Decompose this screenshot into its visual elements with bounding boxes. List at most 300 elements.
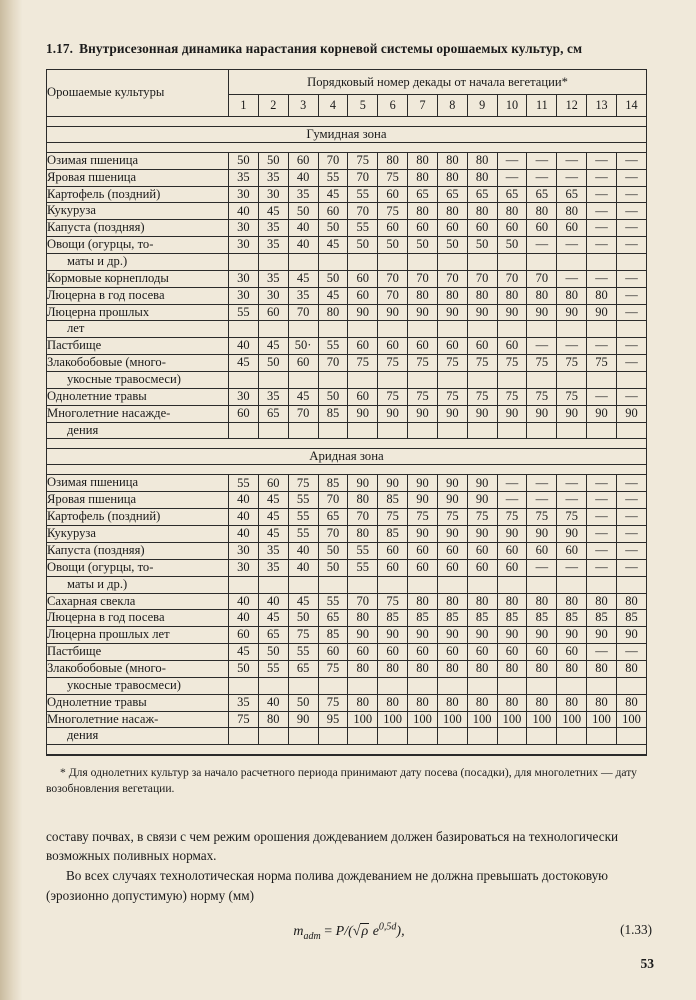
zone-title: Гумидная зона (47, 126, 647, 142)
table-row (47, 203, 647, 220)
cell-value: 45 (258, 492, 288, 509)
cell-value (557, 372, 587, 389)
cell-value: 65 (318, 610, 348, 627)
cell-value: 45 (258, 338, 288, 355)
cell-value: 100 (378, 711, 408, 728)
cell-value (616, 728, 646, 745)
radical-sign: √ (352, 924, 361, 940)
cell-value: — (616, 304, 646, 321)
cell-value (497, 422, 527, 439)
cell-value: 75 (288, 475, 318, 492)
cell-value: 80 (408, 593, 438, 610)
cell-value (557, 728, 587, 745)
cell-value: — (616, 559, 646, 576)
cell-value: 60 (527, 220, 557, 237)
cell-value: 90 (616, 405, 646, 422)
cell-value (378, 728, 408, 745)
cell-value: 60 (408, 220, 438, 237)
cell-value: — (616, 542, 646, 559)
cell-value: 90 (497, 526, 527, 543)
cell-value: — (527, 237, 557, 254)
cell-value (587, 372, 617, 389)
cell-value: 80 (467, 593, 497, 610)
cell-value (288, 321, 318, 338)
cell-value: 40 (288, 559, 318, 576)
cell-value (497, 728, 527, 745)
cell-value: 45 (318, 237, 348, 254)
cell-value: 80 (348, 492, 378, 509)
formula-radical-body: ρ (361, 924, 369, 940)
cell-value: 75 (378, 169, 408, 186)
table-spacer-row (47, 142, 647, 152)
cell-value: 60 (348, 338, 378, 355)
cell-value (616, 422, 646, 439)
cell-value: 95 (318, 711, 348, 728)
cell-value (408, 728, 438, 745)
cell-value (258, 576, 288, 593)
table-row (47, 270, 647, 287)
row-label: Овощи (огурцы, то- (47, 237, 229, 254)
cell-value: 45 (288, 270, 318, 287)
table-row (47, 186, 647, 203)
cell-value: 75 (437, 509, 467, 526)
cell-value: 80 (378, 694, 408, 711)
cell-value: 60 (378, 644, 408, 661)
cell-value (437, 422, 467, 439)
cell-value: 90 (348, 475, 378, 492)
cell-value (348, 372, 378, 389)
cell-value: 50 (497, 237, 527, 254)
cell-value: — (616, 644, 646, 661)
cell-value: 85 (318, 627, 348, 644)
cell-value (229, 576, 259, 593)
cell-value: 75 (408, 355, 438, 372)
cell-value: — (557, 152, 587, 169)
cell-value: 90 (437, 475, 467, 492)
cell-value (258, 728, 288, 745)
formula-lhs-sub: adm (303, 931, 321, 943)
cell-value: 55 (288, 492, 318, 509)
cell-value: — (527, 169, 557, 186)
cell-value: — (587, 492, 617, 509)
cell-value: 60 (497, 542, 527, 559)
cell-value: 40 (288, 237, 318, 254)
cell-value: — (497, 169, 527, 186)
cell-value: 35 (229, 694, 259, 711)
cell-value: — (587, 644, 617, 661)
cell-value: 60 (288, 355, 318, 372)
cell-value: 80 (527, 694, 557, 711)
cell-value: 70 (527, 270, 557, 287)
cell-value: 75 (318, 660, 348, 677)
table-spacer-row (47, 465, 647, 475)
cell-value: 90 (467, 475, 497, 492)
cell-value: 80 (318, 304, 348, 321)
cell-value: 80 (437, 694, 467, 711)
cell-value: 70 (378, 287, 408, 304)
cell-value (348, 422, 378, 439)
header-decade-12: 12 (557, 95, 587, 116)
cell-value: 30 (229, 237, 259, 254)
cell-value (467, 372, 497, 389)
cell-value: 45 (288, 593, 318, 610)
cell-value: — (587, 270, 617, 287)
cell-value (527, 254, 557, 271)
cell-value: 65 (408, 186, 438, 203)
cell-value: 100 (527, 711, 557, 728)
cell-value: 70 (437, 270, 467, 287)
row-label: дения (47, 422, 229, 439)
cell-value: 45 (229, 355, 259, 372)
cell-value: 75 (437, 355, 467, 372)
cell-value: — (587, 338, 617, 355)
cell-value: 80 (527, 593, 557, 610)
header-decade-13: 13 (587, 95, 617, 116)
cell-value: 40 (229, 593, 259, 610)
table-row (47, 321, 647, 338)
table-row (47, 405, 647, 422)
row-label: Капуста (поздняя) (47, 220, 229, 237)
header-decade-8: 8 (437, 95, 467, 116)
table-row (47, 422, 647, 439)
cell-value: 90 (497, 405, 527, 422)
header-decade-2: 2 (258, 95, 288, 116)
cell-value: 40 (258, 694, 288, 711)
cell-value: 90 (437, 304, 467, 321)
cell-value: 55 (348, 559, 378, 576)
table-spacer-row (47, 439, 647, 449)
cell-value: 75 (527, 509, 557, 526)
cell-value: 30 (229, 270, 259, 287)
cell-value (288, 254, 318, 271)
cell-value: 80 (408, 203, 438, 220)
table-row (47, 152, 647, 169)
cell-value: 90 (378, 304, 408, 321)
cell-value: 75 (378, 388, 408, 405)
cell-value (467, 677, 497, 694)
cell-value: 85 (378, 526, 408, 543)
header-decade-11: 11 (527, 95, 557, 116)
cell-value: 80 (497, 660, 527, 677)
cell-value: 50 (318, 542, 348, 559)
cell-value (408, 576, 438, 593)
cell-value: 55 (229, 304, 259, 321)
cell-value: 90 (408, 475, 438, 492)
cell-value: — (616, 270, 646, 287)
table-row (47, 492, 647, 509)
cell-value (437, 254, 467, 271)
cell-value: 80 (527, 203, 557, 220)
cell-value: 85 (616, 610, 646, 627)
cell-value (348, 254, 378, 271)
cell-value (527, 372, 557, 389)
cell-value: 60 (497, 644, 527, 661)
row-label: Пастбище (47, 644, 229, 661)
cell-value (378, 321, 408, 338)
cell-value: 45 (288, 388, 318, 405)
cell-value: 80 (437, 152, 467, 169)
row-label: Яровая пшеница (47, 492, 229, 509)
table-row (47, 338, 647, 355)
cell-value (616, 372, 646, 389)
cell-value: 85 (497, 610, 527, 627)
cell-value (318, 576, 348, 593)
cell-value: — (497, 492, 527, 509)
cell-value (229, 677, 259, 694)
cell-value: 75 (467, 355, 497, 372)
cell-value: 60 (437, 542, 467, 559)
cell-value: 75 (378, 509, 408, 526)
cell-value: — (587, 542, 617, 559)
cell-value (587, 321, 617, 338)
cell-value: 100 (408, 711, 438, 728)
cell-value: 45 (258, 203, 288, 220)
cell-value: 50 (467, 237, 497, 254)
cell-value: 35 (288, 186, 318, 203)
cell-value (378, 576, 408, 593)
cell-value (557, 576, 587, 593)
cell-value: 75 (408, 388, 438, 405)
row-label: Овощи (огурцы, то- (47, 559, 229, 576)
cell-value: 60 (557, 542, 587, 559)
cell-value: 80 (497, 203, 527, 220)
cell-value: 50 (288, 203, 318, 220)
cell-value: 70 (348, 203, 378, 220)
cell-value: 80 (408, 287, 438, 304)
cell-value (467, 576, 497, 593)
paragraph-1: составу почвах, в связи с чем режим орошения дождеванием должен базироваться на технологически возможных поливных нормах. (46, 828, 619, 864)
row-label: Картофель (поздний) (47, 509, 229, 526)
cell-value: 35 (258, 237, 288, 254)
cell-value (497, 372, 527, 389)
cell-value: 80 (437, 660, 467, 677)
cell-value: 75 (497, 388, 527, 405)
cell-value: — (587, 220, 617, 237)
cell-value: 70 (497, 270, 527, 287)
cell-value: 100 (497, 711, 527, 728)
cell-value (616, 321, 646, 338)
root-growth-table (46, 69, 647, 756)
cell-value: 80 (408, 694, 438, 711)
table-row (47, 711, 647, 728)
cell-value: — (587, 509, 617, 526)
page-content (46, 40, 652, 942)
cell-value: 100 (587, 711, 617, 728)
row-label: Кормовые корнеплоды (47, 270, 229, 287)
cell-value (258, 372, 288, 389)
cell-value: 50 (437, 237, 467, 254)
cell-value: 60 (467, 644, 497, 661)
table-row (47, 475, 647, 492)
page-number: 53 (640, 956, 654, 971)
cell-value: 65 (318, 509, 348, 526)
cell-value: 40 (288, 220, 318, 237)
cell-value: 60 (408, 559, 438, 576)
cell-value: 50 (378, 237, 408, 254)
cell-value: — (557, 338, 587, 355)
cell-value (616, 576, 646, 593)
cell-value: 60 (408, 542, 438, 559)
table-row (47, 677, 647, 694)
cell-value: 50 (318, 270, 348, 287)
row-label: Многолетние насажде- (47, 405, 229, 422)
cell-value: 40 (288, 542, 318, 559)
row-label: Люцерна в год посева (47, 287, 229, 304)
cell-value: 75 (557, 509, 587, 526)
cell-value (318, 677, 348, 694)
table-row (47, 355, 647, 372)
row-label: Однолетние травы (47, 388, 229, 405)
zone-header-row (47, 126, 647, 142)
cell-value: 60 (437, 220, 467, 237)
cell-value (467, 254, 497, 271)
cell-value: 60 (348, 287, 378, 304)
cell-value: 50 (229, 660, 259, 677)
cell-value: 70 (467, 270, 497, 287)
table-row (47, 627, 647, 644)
cell-value (318, 728, 348, 745)
cell-value: 85 (587, 610, 617, 627)
cell-value: 70 (348, 509, 378, 526)
table-row (47, 372, 647, 389)
table-row (47, 304, 647, 321)
row-label: Пастбище (47, 338, 229, 355)
header-decade-1: 1 (229, 95, 259, 116)
cell-value: 85 (318, 405, 348, 422)
cell-value: 75 (437, 388, 467, 405)
cell-value: 90 (587, 405, 617, 422)
cell-value (527, 576, 557, 593)
cell-value (497, 576, 527, 593)
cell-value: 90 (408, 405, 438, 422)
cell-value: 35 (258, 559, 288, 576)
cell-value (437, 677, 467, 694)
cell-value: 30 (229, 559, 259, 576)
cell-value: — (557, 475, 587, 492)
row-label: лет (47, 321, 229, 338)
cell-value: — (616, 526, 646, 543)
cell-value (437, 372, 467, 389)
cell-value: 50 (348, 237, 378, 254)
row-label: Кукуруза (47, 203, 229, 220)
row-label: Однолетние травы (47, 694, 229, 711)
cell-value (497, 321, 527, 338)
header-decade-4: 4 (318, 95, 348, 116)
cell-value: 80 (408, 169, 438, 186)
cell-value: 60 (497, 559, 527, 576)
cell-value (348, 728, 378, 745)
cell-value: 55 (318, 338, 348, 355)
header-decade-9: 9 (467, 95, 497, 116)
cell-value: 45 (258, 610, 288, 627)
cell-value: 35 (258, 169, 288, 186)
formula-rhs-mid: e (369, 924, 379, 940)
table-row (47, 287, 647, 304)
table-row (47, 559, 647, 576)
cell-value: 75 (467, 388, 497, 405)
cell-value: 60 (408, 644, 438, 661)
cell-value: 70 (378, 270, 408, 287)
row-label: укосные травосмеси) (47, 677, 229, 694)
cell-value: 80 (587, 660, 617, 677)
cell-value: 65 (527, 186, 557, 203)
cell-value: 70 (318, 492, 348, 509)
cell-value: 60 (378, 559, 408, 576)
cell-value: 80 (616, 593, 646, 610)
cell-value: 35 (258, 542, 288, 559)
cell-value: 50 (408, 237, 438, 254)
cell-value: 60 (229, 627, 259, 644)
cell-value: 55 (348, 542, 378, 559)
cell-value: 80 (408, 660, 438, 677)
cell-value: 70 (318, 152, 348, 169)
cell-value: 65 (557, 186, 587, 203)
header-cell-decades: Порядковый номер декады от начала вегетации* (229, 69, 647, 95)
formula-equals: = (324, 924, 333, 940)
cell-value: 75 (378, 203, 408, 220)
row-label: Кукуруза (47, 526, 229, 543)
cell-value: 75 (348, 152, 378, 169)
table-row (47, 660, 647, 677)
cell-value (527, 728, 557, 745)
row-label: Картофель (поздний) (47, 186, 229, 203)
cell-value: 45 (258, 509, 288, 526)
cell-value: 75 (378, 355, 408, 372)
cell-value (557, 677, 587, 694)
cell-value: — (527, 475, 557, 492)
row-label: Озимая пшеница (47, 152, 229, 169)
cell-value: 30 (229, 388, 259, 405)
cell-value: 40 (229, 203, 259, 220)
cell-value: — (587, 559, 617, 576)
cell-value: 60 (467, 220, 497, 237)
row-label: Злакобобовые (много- (47, 355, 229, 372)
cell-value: — (616, 287, 646, 304)
cell-value (467, 321, 497, 338)
cell-value (348, 677, 378, 694)
cell-value: 65 (437, 186, 467, 203)
row-label: Многолетние насаж- (47, 711, 229, 728)
zone-title: Аридная зона (47, 449, 647, 465)
cell-value: 90 (467, 405, 497, 422)
cell-value: 50 (258, 355, 288, 372)
cell-value: 40 (258, 593, 288, 610)
cell-value: 75 (527, 388, 557, 405)
cell-value: 90 (378, 405, 408, 422)
header-decade-3: 3 (288, 95, 318, 116)
cell-value: — (557, 169, 587, 186)
cell-value (378, 254, 408, 271)
cell-value: 90 (408, 304, 438, 321)
row-label: Люцерна в год посева (47, 610, 229, 627)
cell-value (587, 254, 617, 271)
cell-value: 90 (378, 627, 408, 644)
cell-value: 90 (467, 304, 497, 321)
cell-value: 45 (318, 186, 348, 203)
cell-value: 60 (318, 203, 348, 220)
cell-value: 80 (557, 593, 587, 610)
cell-value (288, 576, 318, 593)
formula-lhs: m (293, 924, 304, 940)
cell-value (527, 422, 557, 439)
cell-value: 70 (288, 304, 318, 321)
header-decade-14: 14 (616, 95, 646, 116)
cell-value: 60 (557, 220, 587, 237)
cell-value: 80 (258, 711, 288, 728)
cell-value: 90 (348, 627, 378, 644)
cell-value: 90 (557, 304, 587, 321)
cell-value: 80 (467, 203, 497, 220)
